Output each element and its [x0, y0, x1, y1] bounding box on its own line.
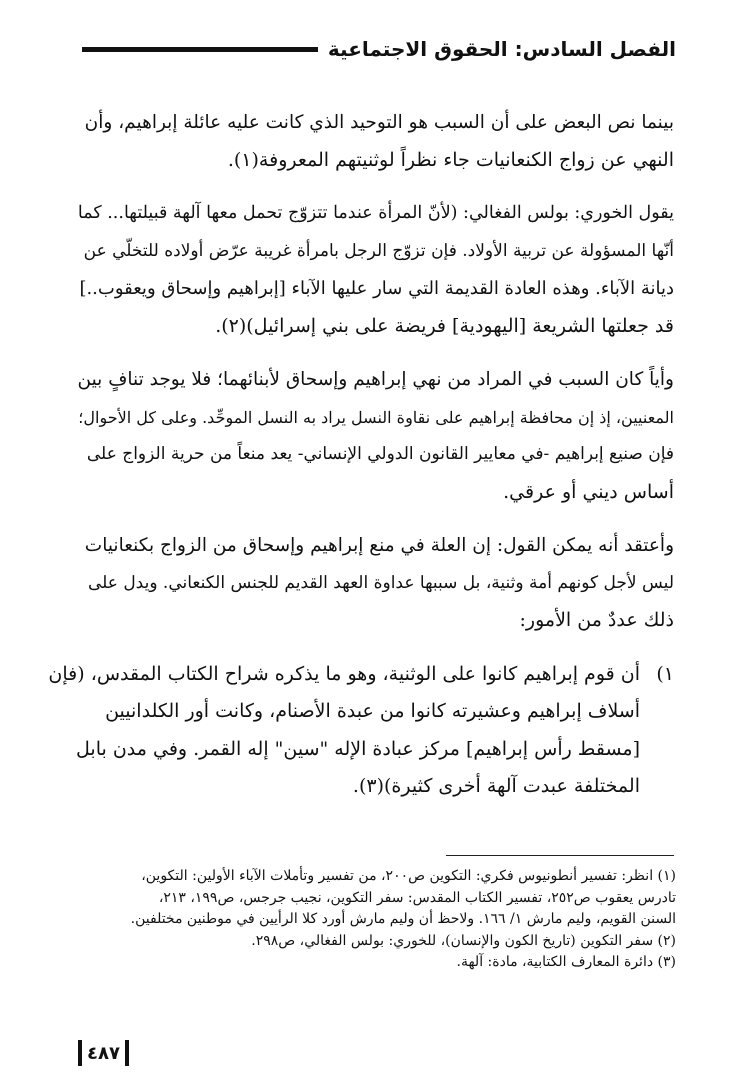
page-number-bar-right: [125, 1040, 129, 1066]
paragraph: [78, 361, 674, 511]
text-line: وأياً كان السبب في المراد من نهي إبراهيم وإسحاق لأبنائهما؛ فلا يوجد تنافٍ بين: [77, 369, 674, 390]
text-line: فإن صنيع إبراهيم -في معايير القانون الدولي الإنساني- يعد منعاً من حرية الزواج على: [86, 444, 674, 464]
footnote-line: (١) انظر: تفسير أنطونيوس فكري: التكوين ص٢٠٠، من تفسير وتأملات الآباء الأولين: التكوين،: [141, 868, 676, 884]
paragraph: [78, 195, 674, 345]
footnote-line: (٣) دائرة المعارف الكتابية، مادة: آلهة.: [456, 954, 676, 970]
page-number: [78, 1039, 129, 1067]
header-rule: [82, 47, 318, 52]
footnotes: [78, 866, 676, 974]
main-text: [48, 104, 674, 806]
page-number-text: ٤٨٧: [87, 1042, 120, 1064]
text-line: وأعتقد أنه يمكن القول: إن العلة في منع إبراهيم وإسحاق من الزواج بكنعانيات: [84, 535, 674, 556]
text-line: المعنيين، إذ إن محافظة إبراهيم على نقاوة النسل يراد به النسل الموحِّد. وعلى كل الأحوال؛: [78, 407, 674, 427]
footnote-line: (٢) سفر التكوين (تاريخ الكون والإنسان)، للخوري: بولس الفغالي، ص٢٩٨.: [251, 932, 676, 949]
paragraph: [78, 104, 674, 179]
text-line: المختلفة عبدت آلهة أخرى كثيرة)(٣).: [352, 775, 640, 797]
footnote-separator: [446, 855, 674, 856]
text-line: أن قوم إبراهيم كانوا على الوثنية، وهو ما يذكره شراح الكتاب المقدس، (فإن: [48, 662, 640, 685]
text-line: بينما نص البعض على أن السبب هو التوحيد الذي كانت عليه عائلة إبراهيم، وأن: [84, 112, 674, 133]
text-line: أسلاف إبراهيم وعشيرته كانوا من عبدة الأصنام، وكانت أور الكلدانيين: [105, 700, 640, 722]
text-line: [مسقط رأس إبراهيم] مركز عبادة الإله "سين" إله القمر. وفي مدن بابل: [76, 737, 640, 760]
text-line: النهي عن زواج الكنعانيات جاء نظراً لوثنيتهم المعروفة(١).: [227, 148, 674, 171]
list-number: ١): [656, 662, 674, 685]
text-line: يقول الخوري: بولس الفغالي: (لأنّ المرأة عندما تتزوّج تحمل معها آلهة قبيلتها... كما: [77, 203, 674, 223]
text-line: ذلك عددٌ من الأمور:: [519, 609, 674, 631]
chapter-title: الفصل السادس: الحقوق الاجتماعية: [327, 37, 676, 61]
text-line: أنّها المسؤولة عن تربية الأولاد. فإن تزوّج الرجل بامرأة غريبة عرّض أولاده للتخلّي عن: [83, 240, 674, 261]
text-line: ديانة الآباء. وهذه العادة القديمة التي سار عليها الآباء [إبراهيم وإسحاق ويعقوب..]: [79, 278, 674, 299]
footnote-line: تادرس يعقوب ص٢٥٢، تفسير الكتاب المقدس: سفر التكوين، نجيب جرجس، ص١٩٩، ٢١٣،: [158, 889, 676, 906]
list-item-text: [48, 656, 640, 806]
paragraph: [78, 527, 674, 640]
running-header: [82, 34, 676, 64]
footnote-line: السنن القويم، وليم مارش ١/ ١٦٦. ولاحظ أن وليم مارش أورد كلا الرأيين في موطنين مختلفين.: [130, 911, 676, 927]
text-line: أساس ديني أو عرقي.: [503, 480, 674, 503]
text-line: ليس لأجل كونهم أمة وثنية، بل سببها عداوة العهد القديم للجنس الكنعاني. ويدل على: [87, 572, 674, 593]
numbered-list-item: [48, 656, 674, 806]
text-line: قد جعلتها الشريعة [اليهودية] فريضة على بني إسرائيل)(٢).: [215, 314, 674, 337]
